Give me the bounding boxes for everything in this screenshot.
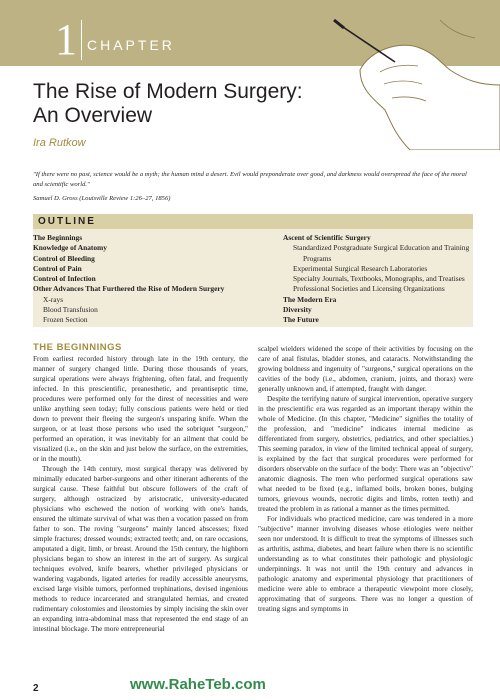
chapter-number: 1: [55, 15, 77, 64]
body-paragraph: Despite the terrifying nature of surgical intervention, operative surgery in the prescientific era was regarded as an important therapy within the whole of Medicine. (In this chapter, "Medicine" signifies the totality of the profession, and "medicine" indicates internal medicine as differentiated from surgery, obstetrics, pediatrics, and other specialties.) This seeming paradox, in view of the limited technical appeal of surgery, is explained by the fact that surgical procedures were performed for disorders observable on the surface of the body: There was an "objective" anatomic diagnosis. The men who performed surgical operations saw what needed to be fixed (e.g., inflamed boils, broken bones, bulging tumors, grievous wounds, necrotic digits and limbs, rotten teeth) and treated the problem in as rational a manner as the times permitted.: [258, 395, 473, 513]
outline-left-column: [33, 233, 258, 326]
outline-item: Control of Pain: [33, 263, 82, 273]
body-paragraph: From earliest recorded history through late in the 19th century, the manner of surgery changed little. During those thousands of years, surgical operations were always frightening, often fatal, and frequently infected. In this prescientific, preanesthetic, and preantiseptic time, procedures were performed only for the direst of necessities and were unlike anything seen today; fully conscious patients were held or tied down to prevent their fleeing the surgeon's unsparing knife. When the surgeon, or at least those persons who used the sobriquet "surgeon," performed an operation, it was inevitably for an ailment that could be visualized (i.e., on the skin and just below the surface, on the extremities, or in the mouth).: [33, 355, 248, 463]
hand-holding-scalpel-icon: [300, 0, 500, 150]
outline-subitem: X-rays: [43, 294, 64, 304]
outline-item: The Future: [283, 315, 319, 325]
chapter-title-line1: The Rise of Modern Surgery:: [33, 80, 303, 103]
body-paragraph: For individuals who practiced medicine, care was tendered in a more "subjective" manner involving diseases whose etiologies were neither seen nor understood. It is difficult to treat the symptoms of illnesses such as arthritis, asthma, diabetes, and heart failure when there is no scientific understanding as to what constitutes their pathologic and physiologic underpinnings. It was not until the 19th century and advances in pathologic anatomy and experimental physiology that practitioners of medicine were able to embrace a therapeutic viewpoint more closely, approximating that of surgeons. There was no longer a question of treating signs and symptoms in: [258, 515, 473, 613]
outline-item: Control of Bleeding: [33, 253, 95, 263]
outline-item: Control of Infection: [33, 274, 96, 284]
body-column-left: [33, 354, 248, 634]
outline-subitem: Blood Transfusion: [43, 305, 98, 315]
outline-subitem: Programs: [303, 253, 332, 263]
outline-item: The Beginnings: [33, 233, 83, 242]
body-column-right: [258, 344, 473, 614]
outline-header-bar: [33, 214, 473, 229]
epigraph-quote: "If there were no past, science would be a myth; the human mind a desert. Evil would preponderate over good, and darkness would overspread the face of the moral and scientific world.": [33, 171, 467, 188]
outline-item: Diversity: [283, 305, 312, 315]
section-title: THE BEGINNINGS: [33, 342, 122, 353]
outline-item: Other Advances That Furthered the Rise of Modern Surgery: [33, 284, 225, 294]
outline-item: The Modern Era: [283, 294, 337, 304]
page-number: 2: [33, 683, 39, 694]
chapter-divider: [81, 20, 82, 60]
outline-subitem: Experimental Surgical Research Laboratories: [293, 263, 428, 273]
author-name: Ira Rutkow: [33, 137, 86, 149]
outline-right-column: [283, 233, 478, 326]
chapter-title: [33, 80, 313, 128]
outline-subitem: Specialty Journals, Textbooks, Monographs, and Treatises: [293, 274, 465, 284]
chapter-label: CHAPTER: [87, 37, 175, 53]
outline-subitem: Frozen Section: [43, 315, 88, 325]
outline-item: Knowledge of Anatomy: [33, 243, 107, 253]
chapter-title-line2: An Overview: [33, 104, 153, 127]
body-paragraph: Through the 14th century, most surgical therapy was delivered by minimally educated barber-surgeons and other itinerant adherents of the surgical cause. These faithful but obscure followers of the craft of surgery, although ostracized by aristocratic, university-educated physicians who eschewed the notion of working with one's hands, ensured the ultimate survival of what was then a vocation passed on from father to son. The roving "surgeons" mainly lanced abscesses; fixed simple fractures; dressed wounds; extracted teeth; and, on rare occasions, amputated a digit, limb, or breast. Around the 15th century, the highborn physicians began to show an interest in the art of surgery. As surgical techniques evolved, knife bearers, whether privileged physicians or wandering vagabonds, ligated arteries for readily accessible aneurysms, excised large visible tumors, performed trephinations, devised ingenious methods to reduce incarcerated and strangulated hernias, and created rudimentary colostomies and ileostomies by simply incising the skin over an expanding intra-abdominal mass that represented the end stage of an intestinal blockage. The more entrepreneurial: [33, 465, 248, 633]
outline-item: Ascent of Scientific Surgery: [283, 233, 371, 242]
outline-heading: OUTLINE: [38, 216, 96, 227]
watermark: www.RaheTeb.com: [130, 676, 266, 693]
epigraph-source: Samuel D. Gross (Louisville Review 1:26–27, 1856): [33, 195, 171, 202]
body-paragraph: scalpel wielders widened the scope of their activities by focusing on the care of anal fistulas, bladder stones, and cataracts. Notwithstanding the growing boldness and ingenuity of "surgeons," surgical operations on the cavities of the body (i.e., abdomen, cranium, joints, and thorax) were generally unknown and, if attempted, fraught with danger.: [258, 345, 473, 393]
outline-subitem: Professional Societies and Licensing Organizations: [293, 284, 445, 294]
outline-subitem: Standardized Postgraduate Surgical Education and Training: [293, 243, 470, 253]
